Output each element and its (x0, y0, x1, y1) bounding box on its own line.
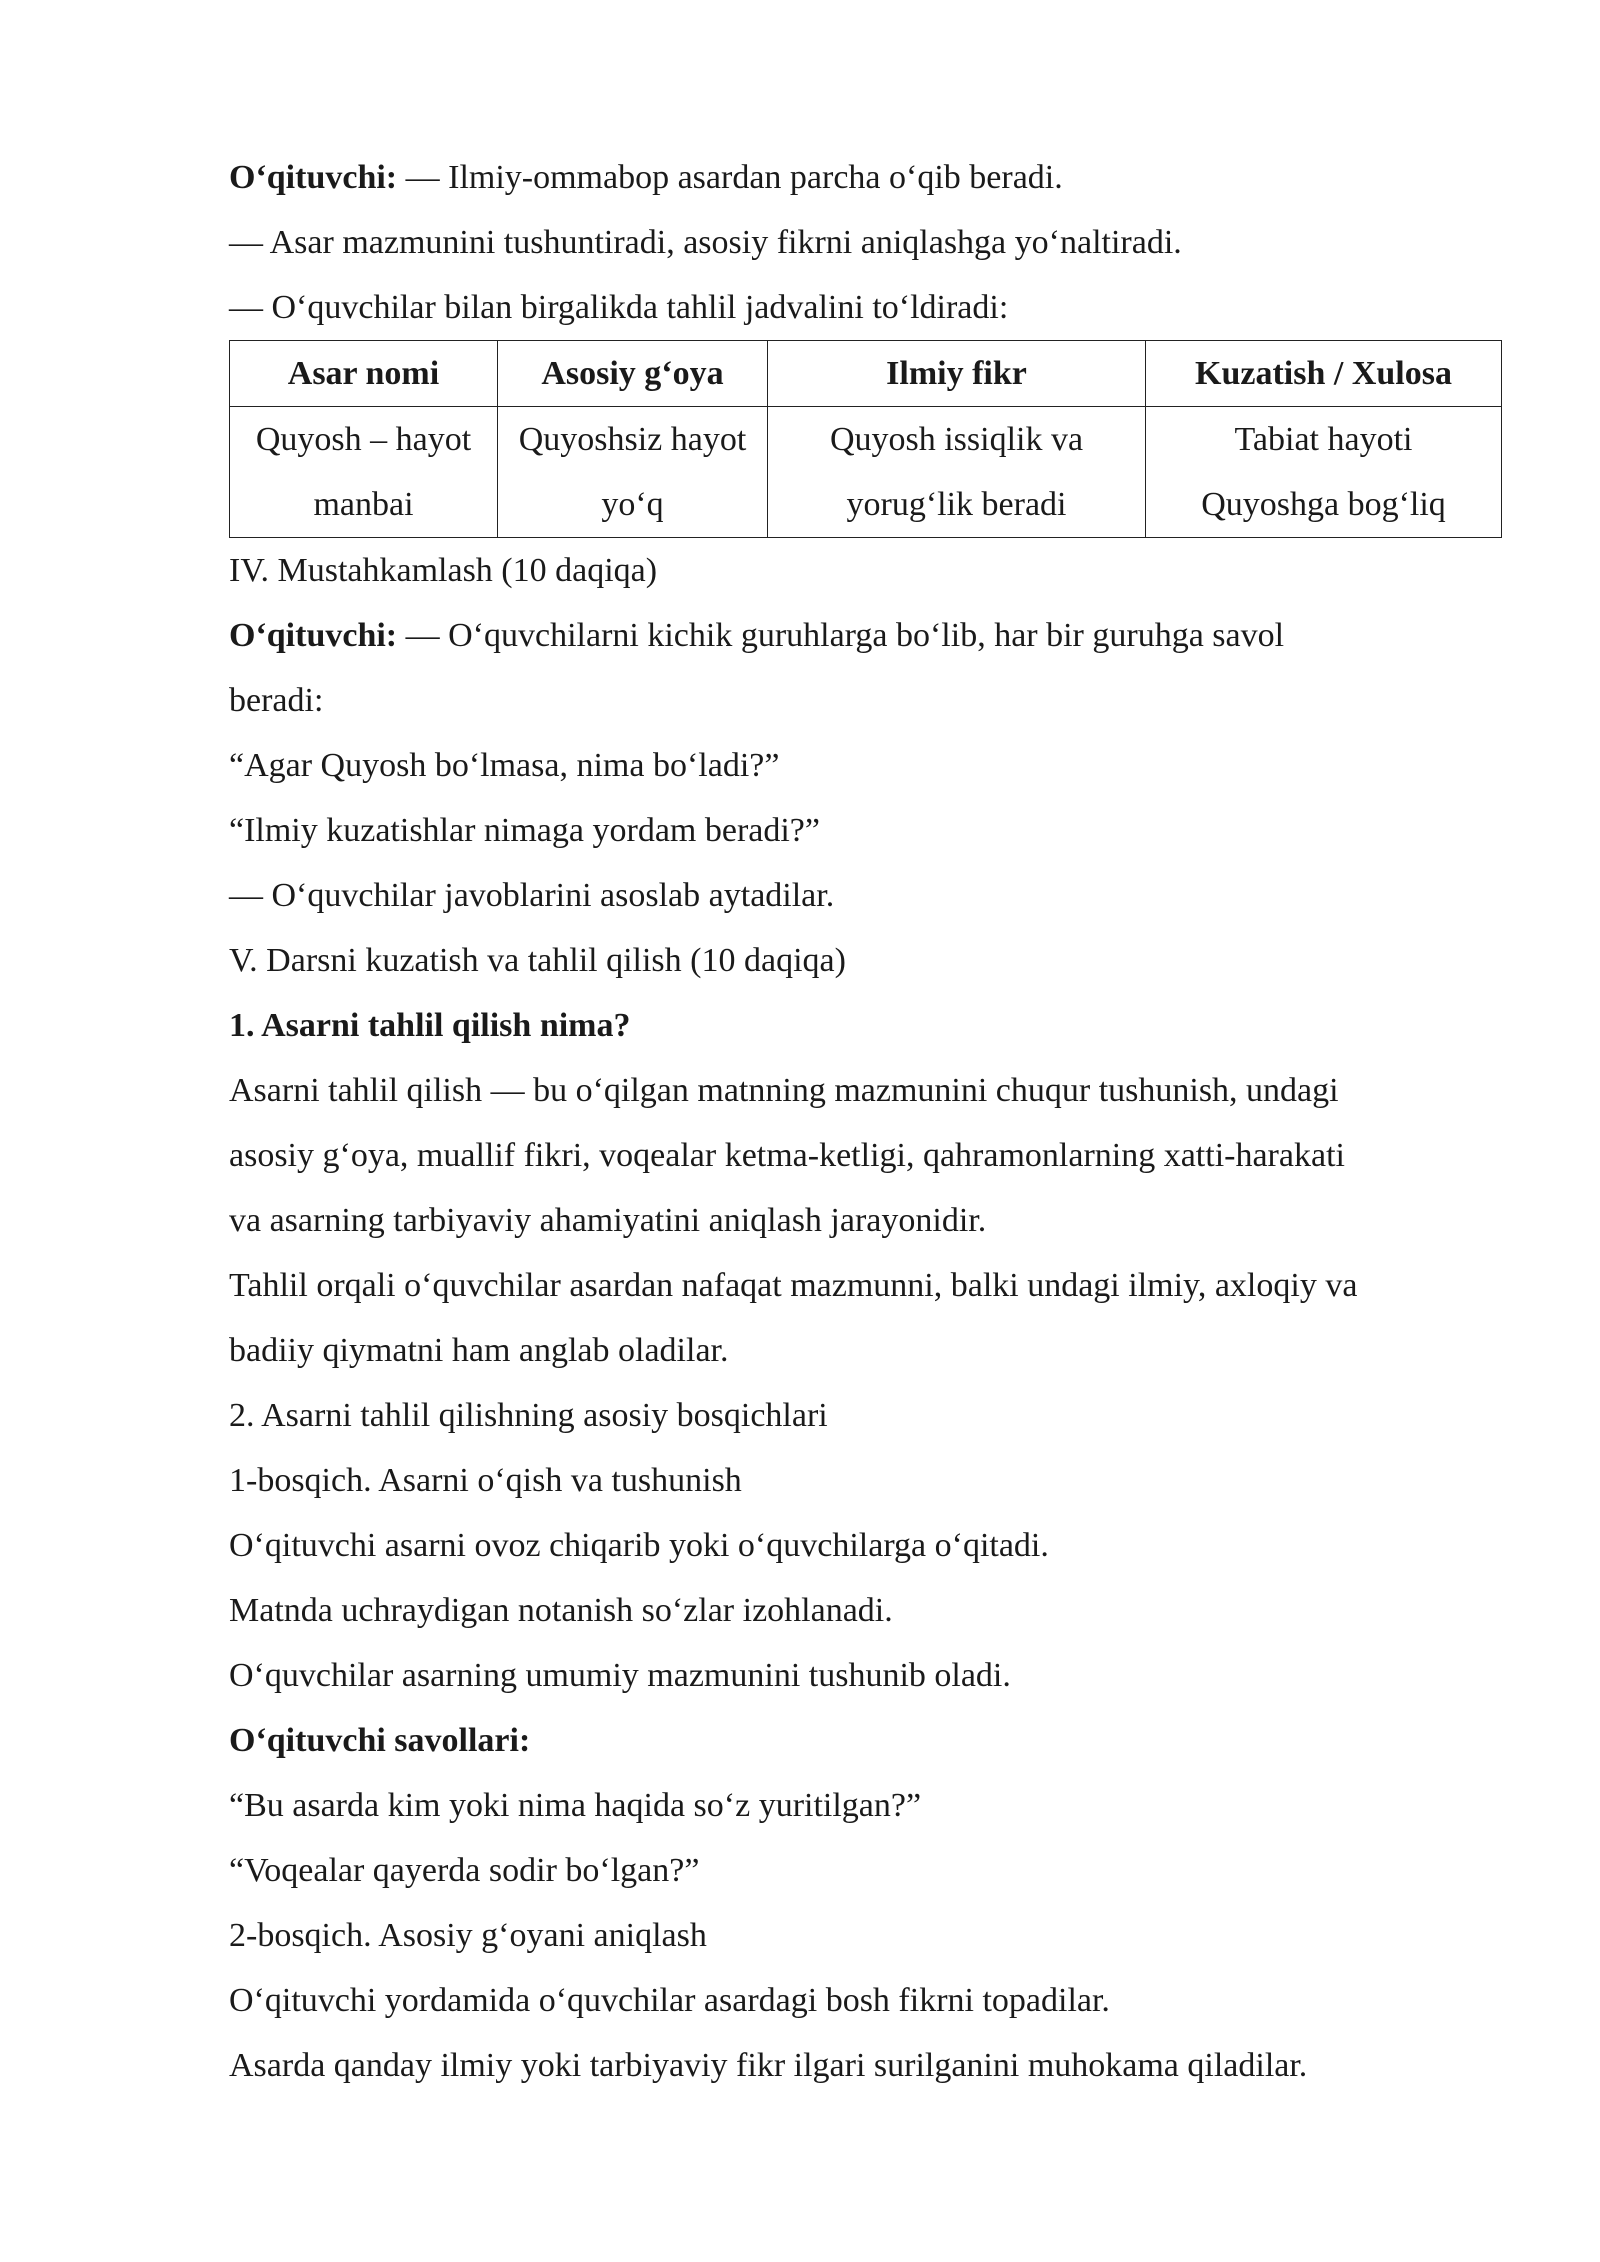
subheading-1: 1. Asarni tahlil qilish nima? (229, 1007, 631, 1044)
teacher-question-1: “Bu asarda kim yoki nima haqida so‘z yuritilgan?” (229, 1787, 922, 1824)
document-page (229, 145, 1499, 2098)
table-cell: Quyosh – hayot manbai (230, 407, 498, 538)
paragraph-1-line-3: va asarning tarbiyaviy ahamiyatini aniqlash jarayonidir. (229, 1202, 987, 1239)
section-4-teacher-line: O‘qituvchi: — O‘quvchilarni kichik guruhlarga bo‘lib, har bir guruhga savol (229, 617, 1285, 654)
table-row (230, 407, 1502, 538)
table-header-row (230, 341, 1502, 407)
stage-2-title: 2-bosqich. Asosiy g‘oyani aniqlash (229, 1917, 707, 1954)
question-2: “Ilmiy kuzatishlar nimaga yordam beradi?” (229, 812, 820, 849)
question-1: “Agar Quyosh bo‘lmasa, nima bo‘ladi?” (229, 747, 780, 784)
table-cell: Quyoshsiz hayot yo‘q (498, 407, 768, 538)
intro-line-3: — O‘quvchilar bilan birgalikda tahlil jadvalini to‘ldiradi: (229, 289, 1009, 326)
stage-1-line-3: O‘quvchilar asarning umumiy mazmunini tushunib oladi. (229, 1657, 1011, 1694)
stage-1-line-2: Matnda uchraydigan notanish so‘zlar izohlanadi. (229, 1592, 893, 1629)
intro-line-2: — Asar mazmunini tushuntiradi, asosiy fikrni aniqlashga yo‘naltiradi. (229, 224, 1182, 261)
stage-1-title: 1-bosqich. Asarni o‘qish va tushunish (229, 1462, 742, 1499)
subheading-2: 2. Asarni tahlil qilishning asosiy bosqichlari (229, 1397, 828, 1434)
table-header-cell: Asosiy g‘oya (498, 341, 768, 407)
table-header-cell: Ilmiy fikr (768, 341, 1146, 407)
stage-2-line-2: Asarda qanday ilmiy yoki tarbiyaviy fikr ilgari surilganini muhokama qiladilar. (229, 2047, 1308, 2084)
section-5-heading: V. Darsni kuzatish va tahlil qilish (10 daqiqa) (229, 942, 846, 979)
paragraph-1-line-1: Asarni tahlil qilish — bu o‘qilgan matnning mazmunini chuqur tushunish, undagi (229, 1072, 1339, 1109)
intro-line-1: O‘qituvchi: — Ilmiy-ommabop asardan parcha o‘qib beradi. (229, 159, 1063, 196)
section-4-heading: IV. Mustahkamlash (10 daqiqa) (229, 552, 658, 589)
table-cell: Tabiat hayoti Quyoshga bog‘liq (1146, 407, 1502, 538)
table-cell: Quyosh issiqlik va yorug‘lik beradi (768, 407, 1146, 538)
paragraph-2-line-1: Tahlil orqali o‘quvchilar asardan nafaqat mazmunni, balki undagi ilmiy, axloqiy va (229, 1267, 1358, 1304)
section-4-line: — O‘quvchilar javoblarini asoslab aytadilar. (229, 877, 835, 914)
teacher-question-2: “Voqealar qayerda sodir bo‘lgan?” (229, 1852, 700, 1889)
stage-2-line-1: O‘qituvchi yordamida o‘quvchilar asardagi bosh fikrni topadilar. (229, 1982, 1110, 2019)
teacher-questions-label: O‘qituvchi savollari: (229, 1722, 531, 1759)
stage-1-line-1: O‘qituvchi asarni ovoz chiqarib yoki o‘quvchilarga o‘qitadi. (229, 1527, 1049, 1564)
teacher-label: O‘qituvchi: (229, 159, 398, 196)
paragraph-1-line-2: asosiy g‘oya, muallif fikri, voqealar ketma-ketligi, qahramonlarning xatti-harakati (229, 1137, 1345, 1174)
table-header-cell: Asar nomi (230, 341, 498, 407)
paragraph-2-line-2: badiiy qiymatni ham anglab oladilar. (229, 1332, 729, 1369)
analysis-table (229, 340, 1502, 538)
teacher-label: O‘qituvchi: (229, 617, 398, 654)
table-header-cell: Kuzatish / Xulosa (1146, 341, 1502, 407)
section-4-text-cont: beradi: (229, 682, 324, 719)
